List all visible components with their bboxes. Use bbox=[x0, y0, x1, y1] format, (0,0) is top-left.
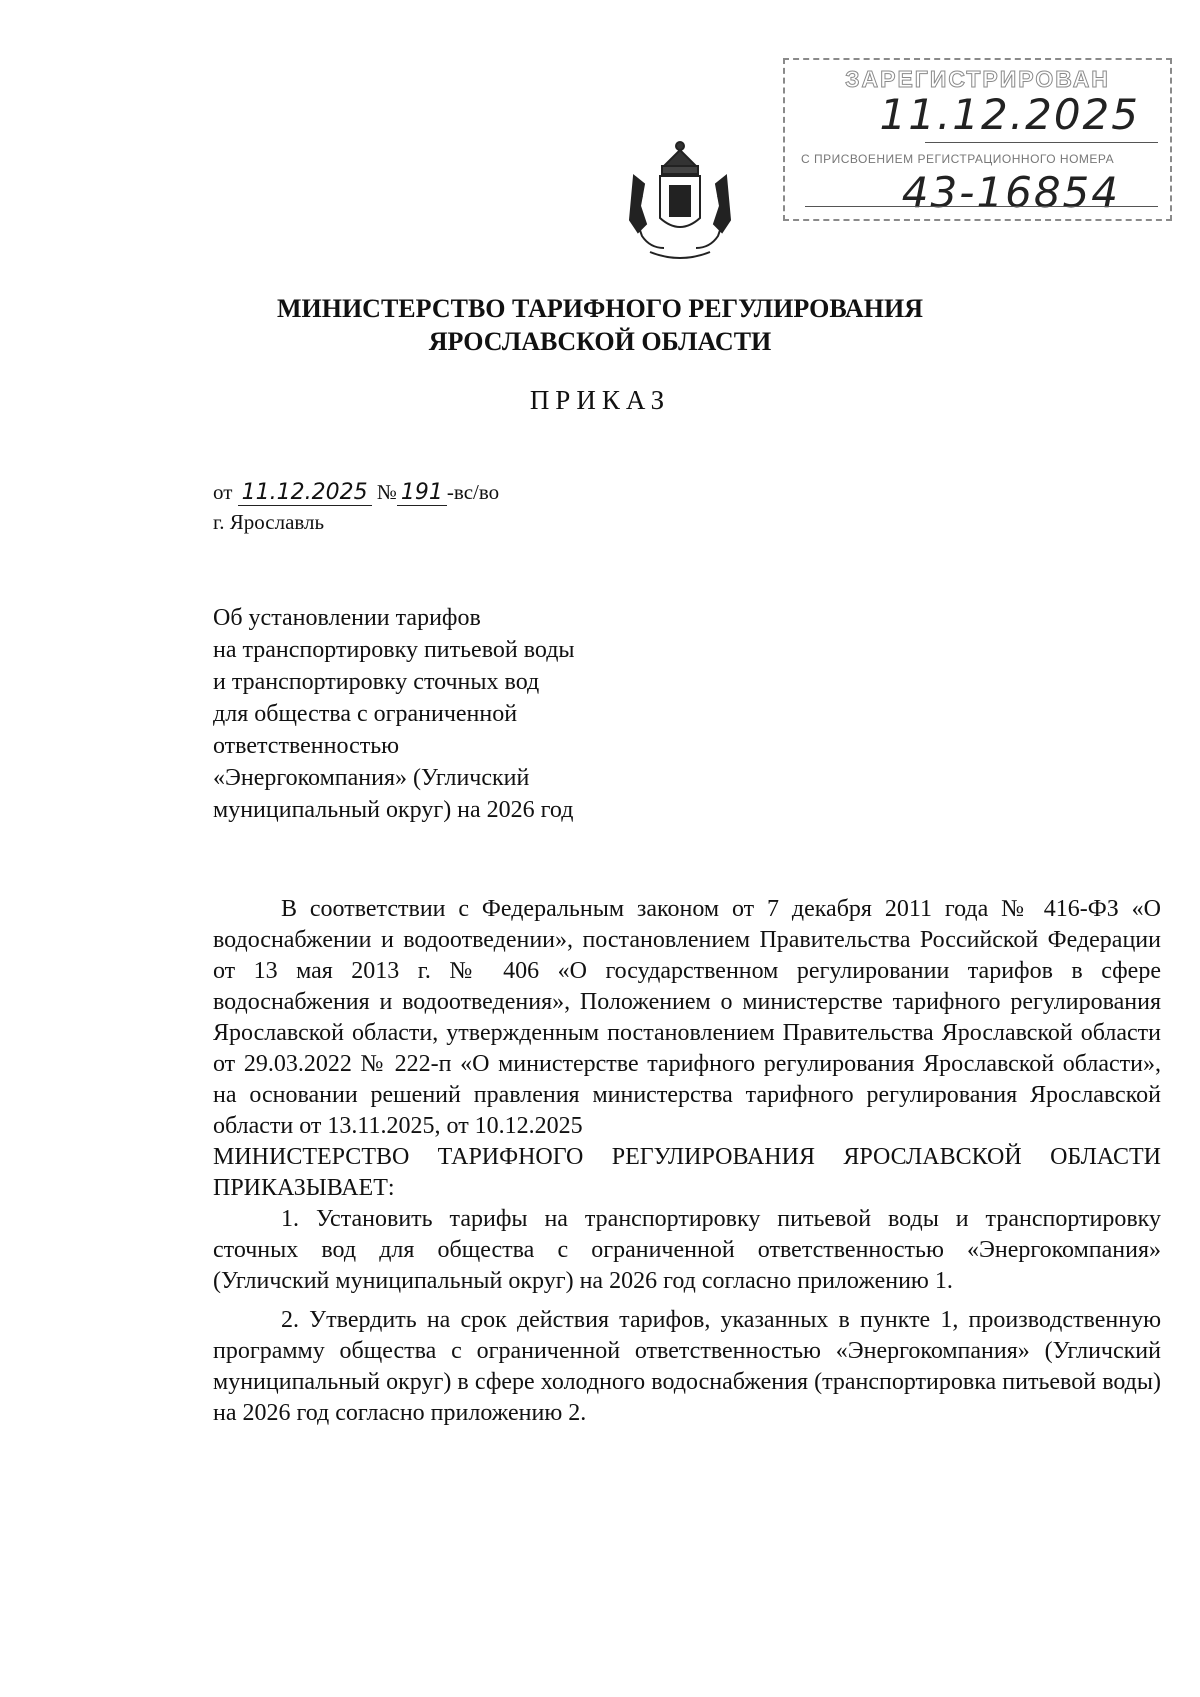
order-subject bbox=[213, 602, 673, 826]
subject-line: Об установлении тарифов bbox=[213, 605, 481, 631]
preamble-paragraph: В соответствии с Федеральным законом от 7 декабря 2011 года № 416-ФЗ «О водоснабжении и водоотведении», постановлением Правительства Российской Федерации от 13 мая 2013 г. № 406 «О государственном регулировании тарифов в сфере водоснабжения и водоотведения», Положением о министерстве тарифного регулирования Ярославской области, утвержденным постановлением Правительства Ярославской области от 29.03.2022 № 222-п «О министерстве тарифного регулирования Ярославской области», на основании решений правления министерства тарифного регулирования Ярославской области от 13.11.2025, от 10.12.2025 bbox=[213, 896, 1161, 1139]
order-number-suffix: -вс/во bbox=[446, 480, 500, 504]
ministry-line-1: МИНИСТЕРСТВО ТАРИФНОГО РЕГУЛИРОВАНИЯ bbox=[276, 294, 924, 323]
order-body bbox=[213, 894, 1161, 1429]
ministry-name bbox=[0, 292, 1200, 358]
stamp-subheading: С ПРИСВОЕНИЕМ РЕГИСТРАЦИОННОГО НОМЕРА bbox=[801, 152, 1115, 166]
subject-line: и транспортировку сточных вод bbox=[213, 669, 540, 695]
stamp-number-line bbox=[805, 206, 1158, 207]
subject-line: муниципальный округ) на 2026 год bbox=[213, 797, 574, 823]
stamp-reg-number: 43-16854 bbox=[901, 168, 1120, 217]
subject-line: на транспортировку питьевой воды bbox=[213, 637, 575, 663]
order-item-2: 2. Утвердить на срок действия тарифов, указанных в пункте 1, производственную программу общества с ограниченной ответственностью «Энергокомпания» (Угличский муниципальный округ) в сфере холодного водоснабжения (транспортировка питьевой воды) на 2026 год согласно приложению 2. bbox=[213, 1307, 1161, 1426]
subject-line: ответственностью bbox=[213, 733, 400, 759]
order-date-number bbox=[213, 480, 499, 505]
order-number: 191 bbox=[397, 480, 447, 506]
stamp-date-line bbox=[925, 142, 1158, 143]
number-sign: № bbox=[376, 480, 397, 504]
ministry-line-2: ЯРОСЛАВСКОЙ ОБЛАСТИ bbox=[428, 327, 772, 356]
orders-statement: МИНИСТЕРСТВО ТАРИФНОГО РЕГУЛИРОВАНИЯ ЯРОСЛАВСКОЙ ОБЛАСТИ ПРИКАЗЫВАЕТ: bbox=[213, 1144, 1161, 1201]
from-label: от bbox=[213, 480, 233, 504]
coat-of-arms-bears-icon bbox=[620, 136, 740, 266]
stamp-date: 11.12.2025 bbox=[879, 90, 1140, 139]
order-item-1: 1. Установить тарифы на транспортировку питьевой воды и транспортировку сточных вод для общества с ограниченной ответственностью «Энергокомпания» (Угличский муниципальный округ) на 2026 год согласно приложению 1. bbox=[213, 1206, 1161, 1294]
stamp-heading: ЗАРЕГИСТРИРОВАН bbox=[845, 66, 1110, 92]
subject-line: для общества с ограниченной bbox=[213, 701, 518, 727]
order-city: г. Ярославль bbox=[213, 510, 325, 534]
document-type: ПРИКАЗ bbox=[529, 385, 671, 415]
subject-line: «Энергокомпания» (Угличский bbox=[213, 765, 530, 791]
order-date: 11.12.2025 bbox=[238, 480, 372, 506]
registration-stamp bbox=[783, 58, 1172, 221]
